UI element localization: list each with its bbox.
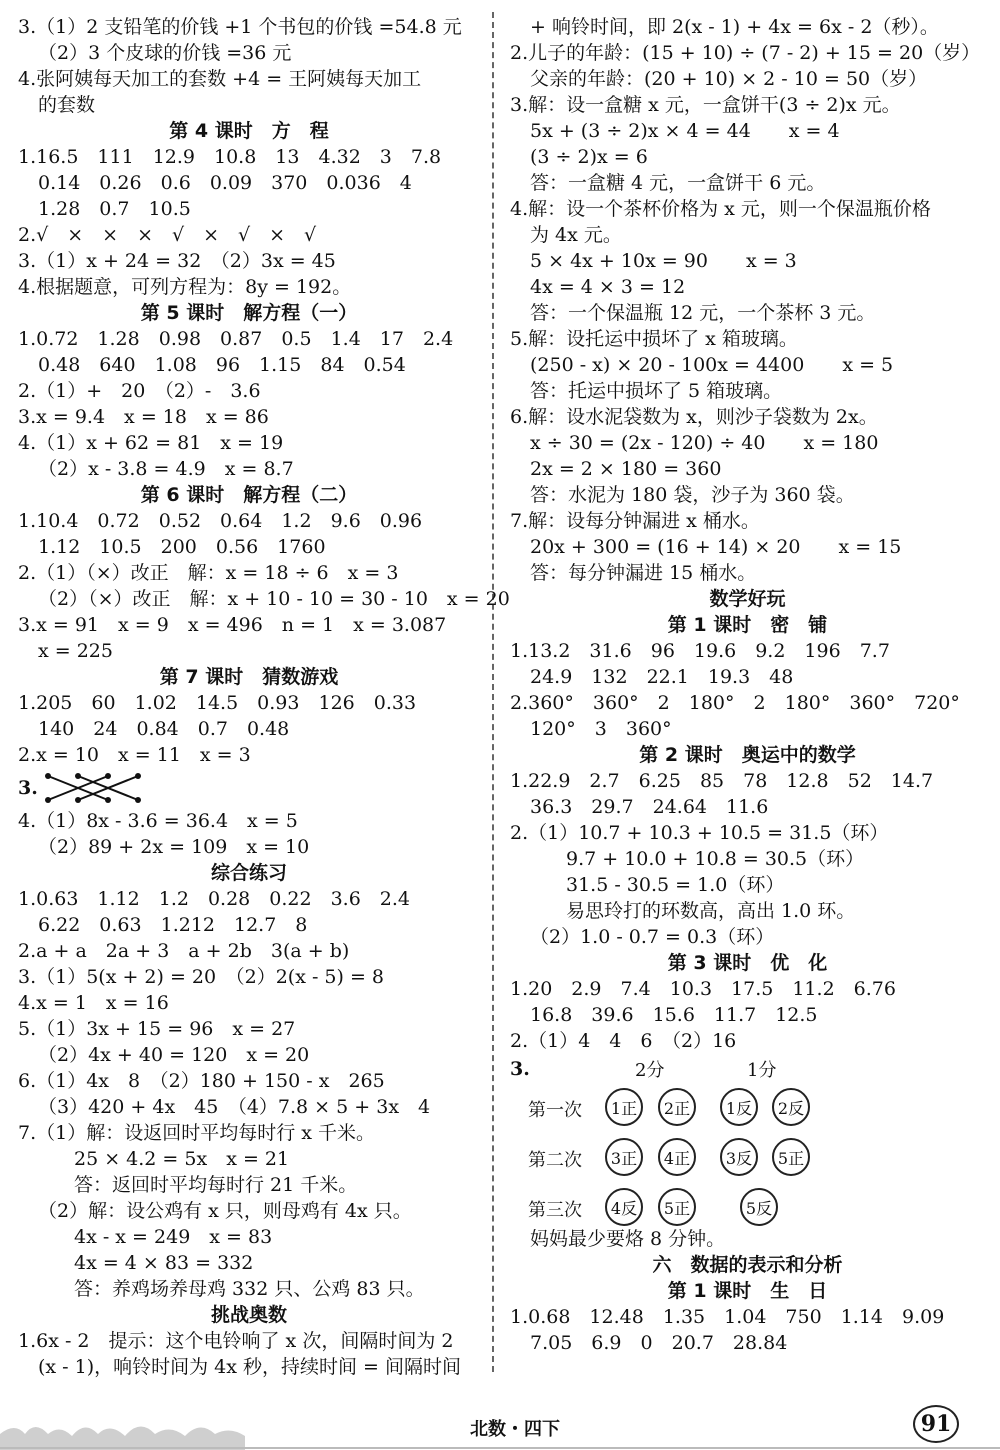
answer-line: 妈妈最少要烙 8 分钟。 <box>530 1228 726 1250</box>
answer-line: 2.儿子的年龄：(15 + 10) ÷ (7 - 2) + 15 = 20（岁） <box>510 42 981 64</box>
answer-line: 4.张阿姨每天加工的套数 +4 = 王阿姨每天加工 <box>18 68 422 90</box>
right-answers-top <box>510 14 985 1054</box>
answer-line: 4.（1）8x - 3.6 = 36.4 x = 5 <box>18 810 298 832</box>
answer-line: 4x = 4 × 83 = 332 <box>74 1252 254 1274</box>
answer-line: 1.0.68 12.48 1.35 1.04 750 1.14 9.09 <box>510 1306 945 1328</box>
answer-line: 答：每分钟漏进 15 桶水。 <box>530 562 757 584</box>
right-answers-bottom <box>510 1226 985 1356</box>
pancake-circle: 5正 <box>772 1138 810 1176</box>
answer-line: 答：水泥为 180 袋，沙子为 360 袋。 <box>530 484 855 506</box>
answer-line: 7.解：设每分钟漏进 x 桶水。 <box>510 510 760 532</box>
flip-row-label: 第二次 <box>528 1150 582 1171</box>
answer-line: 5.（1）3x + 15 = 96 x = 27 <box>18 1018 296 1040</box>
answer-line: 为 4x 元。 <box>530 224 622 246</box>
answer-line: （2）4x + 40 = 120 x = 20 <box>38 1044 310 1066</box>
pancake-circle: 5反 <box>740 1188 778 1226</box>
answer-line: （2）x - 3.8 = 4.9 x = 8.7 <box>38 458 294 480</box>
section-heading: 第 1 课时 密 铺 <box>667 614 828 636</box>
answer-line: 0.14 0.26 0.6 0.09 370 0.036 4 <box>38 172 412 194</box>
answer-line: + 响铃时间，即 2(x - 1) + 4x = 6x - 2（秒）。 <box>530 16 939 38</box>
answer-line: 5x + (3 ÷ 2)x × 4 = 44 x = 4 <box>530 120 840 142</box>
answer-line: 24.9 132 22.1 19.3 48 <box>530 666 794 688</box>
flip-header-1min: 1分 <box>747 1060 777 1081</box>
answer-line: 5 × 4x + 10x = 90 x = 3 <box>530 250 797 272</box>
pancake-circle: 4反 <box>605 1188 643 1226</box>
answer-line: 答：一盒糖 4 元，一盒饼干 6 元。 <box>530 172 826 194</box>
answer-line: 3.（1）2 支铅笔的价钱 +1 个书包的价钱 =54.8 元 <box>18 16 462 38</box>
answer-line: 0.48 640 1.08 96 1.15 84 0.54 <box>38 354 406 376</box>
answer-line: 36.3 29.7 24.64 11.6 <box>530 796 769 818</box>
section-heading: 挑战奥数 <box>210 1304 287 1326</box>
pancake-circle: 3反 <box>720 1138 758 1176</box>
answer-line: x = 225 <box>38 640 113 662</box>
answer-line: 4x - x = 249 x = 83 <box>74 1226 273 1248</box>
answer-line: 答：养鸡场养母鸡 332 只、公鸡 83 只。 <box>74 1278 425 1300</box>
section-heading: 第 3 课时 优 化 <box>667 952 828 974</box>
answer-line: 父亲的年龄：(20 + 10) × 2 - 10 = 50（岁） <box>530 68 928 90</box>
answer-line: 1.205 60 1.02 14.5 0.93 126 0.33 <box>18 692 417 714</box>
pancake-circle: 1反 <box>720 1088 758 1126</box>
flip-label: 3. <box>510 1058 530 1080</box>
section-heading: 第 2 课时 奥运中的数学 <box>639 744 856 766</box>
matching-lines-diagram <box>38 770 148 806</box>
pancake-flip-diagram <box>510 1056 985 1226</box>
pancake-circle: 2反 <box>772 1088 810 1126</box>
answer-line: (x - 1)，响铃时间为 4x 秒，持续时间 = 间隔时间 <box>38 1356 462 1378</box>
answer-line: 2.x = 10 x = 11 x = 3 <box>18 744 251 766</box>
answer-line: 140 24 0.84 0.7 0.48 <box>38 718 290 740</box>
answer-line: 6.22 0.63 1.212 12.7 8 <box>38 914 308 936</box>
section-heading: 数学好玩 <box>709 588 786 610</box>
left-answers-top <box>18 14 510 768</box>
answer-line: 2.（1）+ 20 （2）- 3.6 <box>18 380 261 402</box>
flip-row-label: 第三次 <box>528 1200 582 1221</box>
answer-line: 20x + 300 = (16 + 14) × 20 x = 15 <box>530 536 902 558</box>
pancake-circle: 1正 <box>605 1088 643 1126</box>
section-heading: 第 1 课时 生 日 <box>667 1280 828 1302</box>
section-heading: 第 5 课时 解方程（一） <box>140 302 358 324</box>
section-heading: 综合练习 <box>210 862 287 884</box>
answer-line: 1.0.72 1.28 0.98 0.87 0.5 1.4 17 2.4 <box>18 328 454 350</box>
answer-line: 答：一个保温瓶 12 元，一个茶杯 3 元。 <box>530 302 876 324</box>
flip-row-label: 第一次 <box>528 1100 582 1121</box>
answer-line: 的套数 <box>38 94 96 116</box>
answer-line: 1.28 0.7 10.5 <box>38 198 191 220</box>
answer-line: （2）（×）改正 解：x + 10 - 10 = 30 - 10 x = 20 <box>38 588 510 610</box>
answer-line: 答：托运中损坏了 5 箱玻璃。 <box>530 380 783 402</box>
section-heading: 第 4 课时 方 程 <box>169 120 329 142</box>
answer-line: 3.解：设一盒糖 x 元，一盒饼干(3 ÷ 2)x 元。 <box>510 94 901 116</box>
page-footer <box>0 1395 1000 1450</box>
answer-line: 7.05 6.9 0 20.7 28.84 <box>530 1332 788 1354</box>
answer-line: 1.22.9 2.7 6.25 85 78 12.8 52 14.7 <box>510 770 934 792</box>
section-heading: 第 7 课时 猜数游戏 <box>159 666 339 688</box>
answer-line: 3.（1）5(x + 2) = 20 （2）2(x - 5) = 8 <box>18 966 385 988</box>
answer-line: 1.13.2 31.6 96 19.6 9.2 196 7.7 <box>510 640 890 662</box>
answer-line: 2.（1）（×）改正 解：x = 18 ÷ 6 x = 3 <box>18 562 399 584</box>
matching-label: 3. <box>18 777 38 799</box>
left-answers-bottom <box>18 808 480 1380</box>
right-column <box>510 14 985 1356</box>
answer-line: 31.5 - 30.5 = 1.0（环） <box>566 874 785 896</box>
answer-line: 2x = 2 × 180 = 360 <box>530 458 722 480</box>
answer-line: 3.x = 9.4 x = 18 x = 86 <box>18 406 269 428</box>
answer-line: （2）3 个皮球的价钱 =36 元 <box>38 42 292 64</box>
pancake-circle: 4正 <box>658 1138 696 1176</box>
matching-answer <box>18 768 480 808</box>
left-column <box>18 14 510 1380</box>
answer-line: 1.16.5 111 12.9 10.8 13 4.32 3 7.8 <box>18 146 442 168</box>
answer-line: 2.360° 360° 2 180° 2 180° 360° 720° <box>510 692 960 714</box>
answer-line: 4.x = 1 x = 16 <box>18 992 169 1014</box>
answer-line: 易思玲打的环数高，高出 1.0 环。 <box>566 900 856 922</box>
section-heading: 六 数据的表示和分析 <box>652 1254 843 1276</box>
answer-line: (250 - x) × 20 - 100x = 4400 x = 5 <box>530 354 894 376</box>
answer-line: 3.（1）x + 24 = 32 （2）3x = 45 <box>18 250 336 272</box>
answer-line: 25 × 4.2 = 5x x = 21 <box>74 1148 290 1170</box>
answer-line: 答：返回时平均每时行 21 千米。 <box>74 1174 358 1196</box>
answer-line: 4.解：设一个茶杯价格为 x 元，则一个保温瓶价格 <box>510 198 931 220</box>
answer-line: 6.解：设水泥袋数为 x，则沙子袋数为 2x。 <box>510 406 878 428</box>
answer-line: 1.6x - 2 提示：这个电铃响了 x 次，间隔时间为 2 <box>18 1330 454 1352</box>
answer-line: 2.√ × × × √ × √ × √ <box>18 224 317 246</box>
answer-line: 2.（1）4 4 6 （2）16 <box>510 1030 737 1052</box>
page-number: 91 <box>913 1405 959 1443</box>
answer-line: 16.8 39.6 15.6 11.7 12.5 <box>530 1004 818 1026</box>
answer-line: （2）89 + 2x = 109 x = 10 <box>38 836 310 858</box>
answer-line: 3.x = 91 x = 9 x = 496 n = 1 x = 3.087 <box>18 614 447 636</box>
answer-line: 7.（1）解：设返回时平均每时行 x 千米。 <box>18 1122 376 1144</box>
answer-line: 2.a + a 2a + 3 a + 2b 3(a + b) <box>18 940 350 962</box>
answer-line: 9.7 + 10.0 + 10.8 = 30.5（环） <box>566 848 865 870</box>
answer-line: 4.（1）x + 62 = 81 x = 19 <box>18 432 284 454</box>
answer-line: 1.12 10.5 200 0.56 1760 <box>38 536 326 558</box>
answer-line: 1.0.63 1.12 1.2 0.28 0.22 3.6 2.4 <box>18 888 410 910</box>
column-divider <box>492 12 494 1372</box>
answer-line: (3 ÷ 2)x = 6 <box>530 146 648 168</box>
answer-line: 5.解：设托运中损坏了 x 箱玻璃。 <box>510 328 798 350</box>
pancake-circle: 3正 <box>605 1138 643 1176</box>
answer-line: 120° 3 360° <box>530 718 672 740</box>
pancake-circle: 2正 <box>658 1088 696 1126</box>
answer-line: 4.根据题意，可列方程为：8y = 192。 <box>18 276 352 298</box>
answer-line: 6.（1）4x 8 （2）180 + 150 - x 265 <box>18 1070 385 1092</box>
answer-line: （2）解：设公鸡有 x 只，则母鸡有 4x 只。 <box>38 1200 412 1222</box>
answer-line: （2）1.0 - 0.7 = 0.3（环） <box>530 926 775 948</box>
answer-line: x ÷ 30 = (2x - 120) ÷ 40 x = 180 <box>530 432 879 454</box>
footer-title: 北数・四下 <box>470 1419 560 1440</box>
section-heading: 第 6 课时 解方程（二） <box>140 484 358 506</box>
answer-line: 4x = 4 × 3 = 12 <box>530 276 686 298</box>
answer-line: 2.（1）10.7 + 10.3 + 10.5 = 31.5（环） <box>510 822 889 844</box>
answer-line: 1.20 2.9 7.4 10.3 17.5 11.2 6.76 <box>510 978 896 1000</box>
flip-header-2min: 2分 <box>635 1060 665 1081</box>
answer-line: 1.10.4 0.72 0.52 0.64 1.2 9.6 0.96 <box>18 510 423 532</box>
answer-line: （3）420 + 4x 45 （4）7.8 × 5 + 3x 4 <box>38 1096 431 1118</box>
pancake-circle: 5正 <box>658 1188 696 1226</box>
